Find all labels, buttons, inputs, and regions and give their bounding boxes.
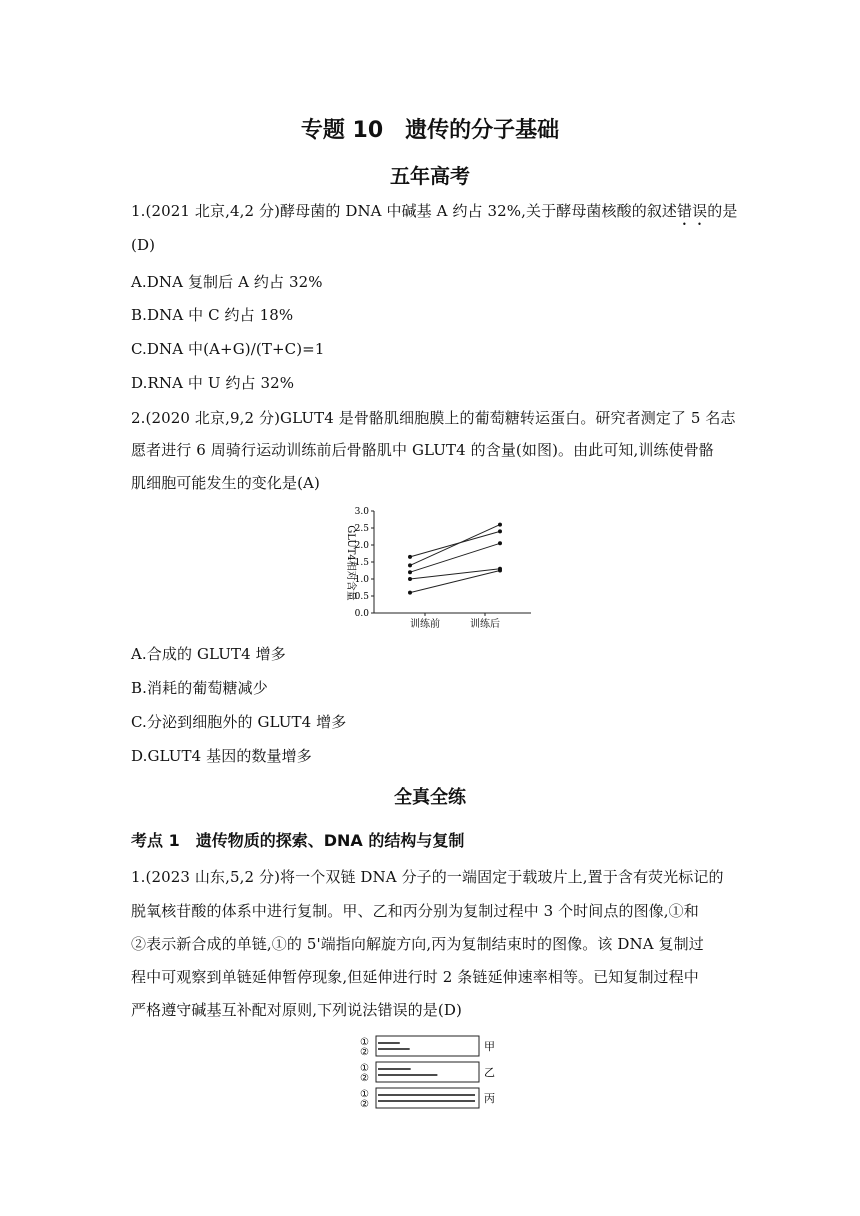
topic-heading: 考点 1 遗传物质的探索、DNA 的结构与复制 [131, 831, 465, 850]
series-line [410, 531, 500, 557]
glut4-chart [335, 503, 535, 633]
q2-stem-line3: 肌细胞可能发生的变化是(A) [131, 474, 320, 492]
data-point [408, 577, 412, 581]
q1-option-b: B.DNA 中 C 约占 18% [131, 306, 294, 324]
y-tick-label: 2.0 [354, 541, 369, 551]
stage-label: 乙 [484, 1066, 495, 1079]
data-point [408, 591, 412, 595]
y-tick-label: 2.5 [354, 524, 369, 534]
strand-label: ② [360, 1099, 369, 1110]
page-title: 专题 10 遗传的分子基础 [300, 118, 560, 143]
data-point [408, 563, 412, 567]
dna-box [376, 1036, 479, 1056]
q1-answer: (D) [131, 236, 156, 254]
strand-label: ② [360, 1073, 369, 1084]
q3-stem-line3: ②表示新合成的单链,①的 5'端指向解旋方向,丙为复制结束时的图像。该 DNA 复制过 [131, 935, 704, 953]
y-tick-label: 0.0 [354, 609, 369, 619]
dna-box [376, 1088, 479, 1108]
x-category-label: 训练后 [470, 619, 500, 630]
strand-label: ① [360, 1037, 369, 1048]
section-heading-five-years: 五年高考 [390, 164, 470, 188]
q3-stem-line2: 脱氧核苷酸的体系中进行复制。甲、乙和丙分别为复制过程中 3 个时间点的图像,①和 [131, 902, 699, 920]
q3-stem-line5: 严格遵守碱基互补配对原则,下列说法错误的是(D) [131, 1001, 462, 1019]
q2-option-a: A.合成的 GLUT4 增多 [131, 645, 286, 663]
q2-option-c: C.分泌到细胞外的 GLUT4 增多 [131, 713, 347, 731]
q2-stem-line2: 愿者进行 6 周骑行运动训练前后骨骼肌中 GLUT4 的含量(如图)。由此可知,训练使骨骼 [131, 441, 714, 459]
stage-label: 丙 [484, 1092, 495, 1105]
strand-label: ② [360, 1047, 369, 1058]
data-point [498, 529, 502, 533]
q2-option-d: D.GLUT4 基因的数量增多 [131, 747, 312, 765]
strand-label: ① [360, 1089, 369, 1100]
series-line [410, 543, 500, 572]
data-point [408, 570, 412, 574]
q3-stem-line1: 1.(2023 山东,5,2 分)将一个双链 DNA 分子的一端固定于载玻片上,置于含有荧光标记的 [131, 868, 724, 886]
data-point [498, 569, 502, 573]
q1-stem-line1: 1.(2021 北京,4,2 分)酵母菌的 DNA 中碱基 A 约占 32%,关于酵母菌核酸的叙述错误的是 [131, 202, 738, 220]
data-point [408, 555, 412, 559]
strand-label: ① [360, 1063, 369, 1074]
data-point [498, 541, 502, 545]
dna-replication-figure [360, 1032, 510, 1112]
y-tick-label: 0.5 [354, 592, 369, 602]
y-tick-label: 1.5 [354, 558, 369, 568]
chart-ylabel: GLUT4相对含量 [345, 525, 356, 601]
y-tick-label: 3.0 [354, 507, 369, 517]
q3-stem-line4: 程中可观察到单链延伸暂停现象,但延伸进行时 2 条链延伸速率相等。已知复制过程中 [131, 968, 699, 986]
q1-option-a: A.DNA 复制后 A 约占 32% [131, 273, 323, 291]
q2-option-b: B.消耗的葡萄糖减少 [131, 679, 268, 697]
x-category-label: 训练前 [410, 619, 440, 630]
data-point [498, 523, 502, 527]
y-tick-label: 1.0 [354, 575, 369, 585]
series-line [410, 525, 500, 566]
stage-label: 甲 [484, 1040, 495, 1053]
emphasis-text: 错误 [677, 202, 708, 220]
q1-option-c: C.DNA 中(A+G)/(T+C)=1 [131, 340, 325, 358]
q1-option-d: D.RNA 中 U 约占 32% [131, 374, 295, 392]
dna-box [376, 1062, 479, 1082]
q2-stem-line1: 2.(2020 北京,9,2 分)GLUT4 是骨骼肌细胞膜上的葡萄糖转运蛋白。研究者测定了 5 名志 [131, 409, 736, 427]
section-heading-full-practice: 全真全练 [394, 787, 466, 808]
